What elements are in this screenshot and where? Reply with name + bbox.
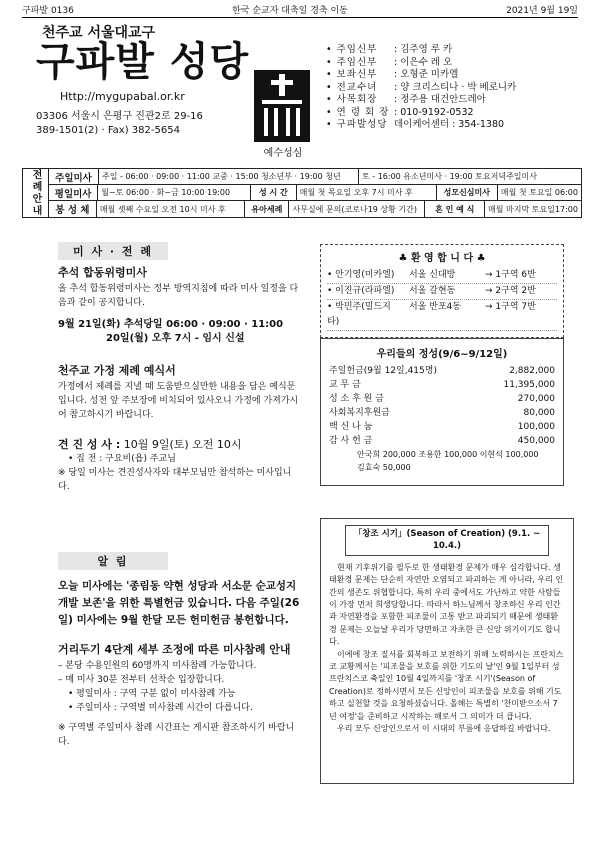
distance-item: • 평일미사 : 구역 구분 없이 미사참례 가능 xyxy=(68,689,236,699)
staff-label: • 주임신부 xyxy=(326,57,394,70)
welcome-name: • 이진규(라파엘) xyxy=(327,286,395,296)
creation-box xyxy=(320,518,574,784)
offering-label: 교 무 금 xyxy=(329,380,361,390)
schedule-cell: 주일 - 06:00 · 09:00 · 11:00 교중 · 15:00 청소년부 · 19:00 청년 xyxy=(99,169,359,184)
welcome-name: • 박민주(밀드지타) xyxy=(327,302,391,327)
offering-amount: 450,000 xyxy=(517,436,555,446)
chuseok-time1: 9월 21일(화) 추석당일 06:00 · 09:00 · 11:00 xyxy=(58,319,284,330)
offering-row xyxy=(329,420,555,434)
chuseok-time2: 20일(월) 오후 7시 - 임시 신설 xyxy=(106,333,245,344)
staff-list xyxy=(326,44,594,132)
staff-value: : 이은수 레 오 xyxy=(394,56,453,68)
address-line: 03306 서울시 은평구 진관2로 29-16 xyxy=(36,111,203,122)
offering-donors: 김효숙 50,000 xyxy=(357,463,411,472)
offering-amount: 270,000 xyxy=(517,394,555,404)
parish-title: 구파발 성당 xyxy=(36,39,250,85)
schedule-cell: 사무실에 문의(코로나19 상황 기간) xyxy=(289,201,425,217)
diocese-subtitle: 천주교 서울대교구 xyxy=(42,25,156,41)
website-link[interactable]: Http://mygupabal.or.kr xyxy=(60,90,185,103)
confirmation-note: ※ 당일 미사는 견진성사자와 대부모님만 참석하는 미사입니다. xyxy=(58,468,292,492)
staff-label: • 주임신부 xyxy=(326,44,394,57)
staff-label: • 사목회장 xyxy=(326,94,394,107)
notice-body: 오늘 미사에는 '종림동 약현 성당과 서소문 순교성지 개발 보존'을 위한 특별헌금 있습니다. 다음 주일(26일) 미사에는 9월 한달 모든 헌미헌금 봉헌합니다. xyxy=(58,580,300,626)
notice-section-head: 알 림 xyxy=(58,552,168,570)
logo-caption: 예수성심 xyxy=(263,148,303,159)
confirmation-place: • 집 전 : 구요비(욥) 주교님 xyxy=(68,454,176,464)
parish-logo xyxy=(254,70,312,162)
schedule-cell: 토 - 16:00 유소년미사 · 19:00 토요저녁주일미사 xyxy=(362,172,537,181)
staff-row xyxy=(326,82,594,95)
distance-title: 거리두기 4단계 세부 조정에 따른 미사참례 안내 xyxy=(58,643,291,656)
staff-label: • 연 령 회 장 xyxy=(326,107,394,120)
staff-value: : 양 크리스티나 · 박 베로니카 xyxy=(394,81,517,93)
schedule-side-label: 전례안내 xyxy=(23,169,49,217)
welcome-item xyxy=(327,300,557,331)
cross-icon xyxy=(254,70,310,142)
schedule-cell: 성모신심미사 xyxy=(437,185,498,200)
schedule-head: 봉 성 체 xyxy=(49,201,97,217)
schedule-cell: 유아세례 xyxy=(245,201,289,217)
notice-section xyxy=(58,578,302,749)
welcome-box xyxy=(320,244,564,338)
schedule-cell: 성 시 간 xyxy=(251,185,296,200)
welcome-to: → 1구역 7반 xyxy=(485,302,536,312)
staff-value: : 김주영 루 카 xyxy=(394,44,453,55)
offering-row xyxy=(329,378,555,392)
schedule-row-weekday xyxy=(49,185,581,201)
offering-label: 주일헌금(9월 12일,415명) xyxy=(329,366,437,376)
staff-value: : 오형준 미카엘 xyxy=(394,69,459,80)
offering-amount: 2,882,000 xyxy=(509,366,555,376)
offering-label: 감 사 헌 금 xyxy=(329,436,373,446)
motto: 한국 순교자 대축일 경축 이동 xyxy=(232,6,348,16)
staff-label: • 전교수녀 xyxy=(326,82,394,95)
staff-row xyxy=(326,107,594,120)
confirmation-title: 견 진 성 사 : xyxy=(58,438,121,451)
staff-label: • 보좌신부 xyxy=(326,69,394,82)
creation-title: 「창조 시기」(Season of Creation) (9.1. ~ 10.4.) xyxy=(345,525,549,556)
confirmation-date: 10월 9일(토) 오전 10시 xyxy=(123,438,242,451)
issue-date: 2021년 9월 19일 xyxy=(506,6,578,16)
offering-amount: 80,000 xyxy=(523,408,555,418)
chuseok-title: 추석 합동위령미사 xyxy=(58,266,147,279)
offering-amount: 100,000 xyxy=(517,422,555,432)
staff-value: : 010-9192-0532 xyxy=(394,106,474,118)
welcome-item xyxy=(327,268,557,284)
schedule-head: 평일미사 xyxy=(49,185,98,200)
staff-row xyxy=(326,119,594,132)
schedule-head: 주일미사 xyxy=(49,169,99,184)
schedule-row-communion xyxy=(49,201,581,217)
staff-row xyxy=(326,57,594,70)
staff-row xyxy=(326,69,594,82)
offering-row xyxy=(329,434,555,448)
ritual-body: 가정에서 제례를 지낼 때 도움받으실만한 내용을 담은 예식문입니다. 성전 앞 주보장에 비치되어 있사오니 가정에 가져가시어 참고하시기 바랍니다. xyxy=(58,382,299,420)
schedule-cell: 매월 셋째 수요일 오전 10시 미사 후 xyxy=(97,201,245,217)
mass-section-head: 미 사 · 전 례 xyxy=(58,242,168,260)
address-block xyxy=(36,110,203,138)
distance-item: • 주일미사 : 구역별 미사참례 시간이 다릅니다. xyxy=(68,703,253,713)
schedule-cell: 매월 마지막 토요일17:00 xyxy=(488,204,578,214)
staff-row xyxy=(326,94,594,107)
offering-label: 사회복지후원금 xyxy=(329,408,390,418)
ritual-title: 천주교 가정 제례 예식서 xyxy=(58,364,176,377)
distance-item: – 매 미사 30분 전부터 선착순 입장합니다. xyxy=(58,675,225,685)
welcome-item xyxy=(327,284,557,300)
offering-box xyxy=(320,338,564,486)
schedule-row-sunday xyxy=(49,169,581,185)
offering-donors: 안국희 200,000 조용한 100,000 이현석 100,000 xyxy=(357,450,539,459)
creation-paragraph: 우리 모두 신앙인으로서 이 시대의 부름에 응답하길 바랍니다. xyxy=(337,724,551,734)
offering-row xyxy=(329,392,555,406)
staff-value: : 정주용 대건안드레아 xyxy=(394,94,486,105)
top-line xyxy=(22,6,578,18)
offering-row xyxy=(329,364,555,378)
issue-number: 구파발 0136 xyxy=(22,6,74,16)
distance-note: ※ 구역별 주일미사 참례 시간표는 게시판 참조하시기 바랍니다. xyxy=(58,723,295,747)
phone-line: 389-1501(2) · Fax) 382-5654 xyxy=(36,125,180,136)
chuseok-body: 올 추석 합동위령미사는 정부 방역지침에 따라 미사 일정을 다음과 같이 공지합니다. xyxy=(58,284,299,308)
offering-amount: 11,395,000 xyxy=(503,380,555,390)
offering-label: 백 신 나 눔 xyxy=(329,422,373,432)
welcome-to: → 2구역 2반 xyxy=(485,286,536,296)
creation-paragraph: 현재 기후위기를 필두로 한 생태환경 문제가 매우 심각합니다. 생태환경 문제는 단순히 자연만 오염되고 파괴하는 게 아니라, 우리 인간의 생존도 위협합니다. 특히 우리 중에서도 가난하고 약한 사람들이 가장 먼저 희생당합니다. 따라서 하느님께서 창조하신 우리 인간과 자연환경을 포함한 피조물이 고통 받고 파괴되기 때문에 생태환경 문제는 오늘날 우리가 당면하고 자초한 큰 신앙 위기이기도 합니다. xyxy=(329,562,564,647)
staff-row xyxy=(326,44,594,57)
schedule-cell: 혼 인 예 식 xyxy=(425,201,485,217)
mass-section xyxy=(58,266,302,494)
welcome-from: 서울 갈현동 xyxy=(409,286,456,296)
welcome-from: 서울 반포4동 xyxy=(409,302,462,312)
masthead xyxy=(22,22,582,162)
creation-paragraph: 이에에 창조 질서를 회복하고 보전하기 위해 노력하시는 프란치스코 교황께서는 '피조물을 보호를 위한 기도의 날'인 9월 1일부터 성 프란치스코 축일인 10월 4일까지를 '창조 시기'(Season of Creation)로 정하시면서 모든 신앙인이 피조물을 보호를 위해 기도하고 실천할 것을 요청하셨습니다. 올해는 특별히 '찬미받으소서 7년 여정'을 준비하고 시작하는 해로서 그 의미가 더 큽니다. xyxy=(329,649,564,721)
distance-item: – 본당 수용인원의 60명까지 미사참례 가능합니다. xyxy=(58,661,257,671)
staff-value: 데이케어센터 : 354-1380 xyxy=(394,119,505,130)
offering-title: 우리들의 정성(9/6~9/12일) xyxy=(376,349,508,360)
welcome-from: 서울 신대방 xyxy=(409,270,456,280)
staff-label: • 구파발성당 xyxy=(326,119,394,132)
welcome-to: → 1구역 6반 xyxy=(485,270,536,280)
offering-row xyxy=(329,406,555,420)
schedule-cell: 월~토 06:00 · 화~금 10:00 19:00 xyxy=(98,185,251,200)
liturgy-schedule xyxy=(22,168,582,218)
welcome-name: • 안기영(미카엘) xyxy=(327,270,395,280)
schedule-cell: 매월 첫 목요일 오후 7시 미사 후 xyxy=(297,185,437,200)
schedule-cell: 매월 첫 토요일 06:00 xyxy=(500,188,578,197)
welcome-title: ♣ 환 영 합 니 다 ♣ xyxy=(398,253,486,264)
offering-label: 성 소 후 원 금 xyxy=(329,394,384,404)
